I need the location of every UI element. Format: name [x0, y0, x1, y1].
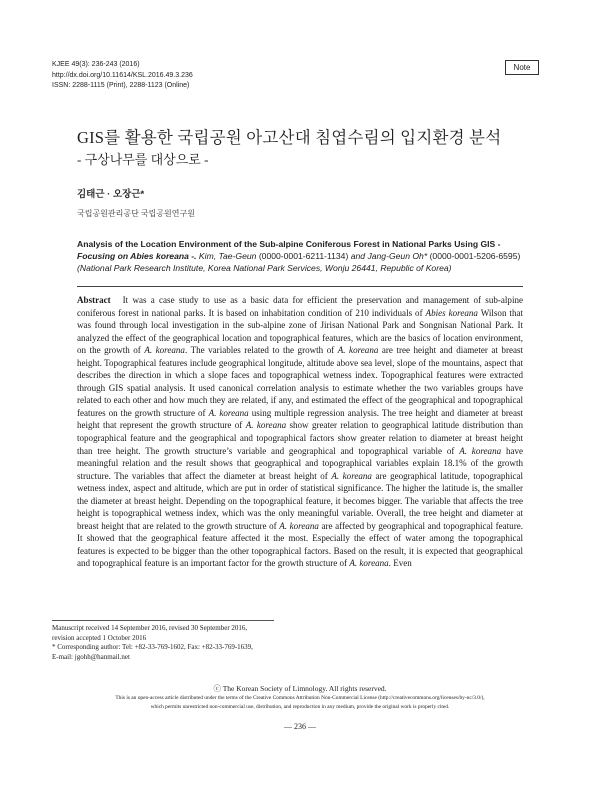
copyright-notice: ⓒ The Korean Society of Limnology. All rights reserved. — [213, 684, 387, 693]
abstract-text: are geographical latitude, topographical wetness index, aspect and altitude, which are put in order of statistical significance. The higher the latitude is, the smaller the diameter at breast height. Depending on the topographical feature, it becomes bigger. The variable that affects the tree height is topographical wetness index, which was the only meaningful variable. Overall, the tree height and diameter at breast height that are related to the growth structure of — [77, 470, 524, 531]
license-notice — [0, 694, 600, 711]
species-name: A. koreana — [459, 445, 502, 456]
author-en-and: and — [348, 251, 368, 262]
abstract-text: are affected by geographical and topographical feature. It showed that the geographical feature affected it the most. Especially the effect of water among the topographical features is expected to be bigger than the other topographical factors. Based on the result, it is expected that geographical and topographical feature is an important factor for the growth structure of — [77, 520, 523, 569]
species-name: A. koreana — [208, 407, 249, 418]
footnotes — [52, 624, 253, 662]
journal-info — [52, 60, 193, 92]
author-en-a: Kim, Tae-Geun — [196, 251, 259, 262]
species-name: A. koreana — [331, 470, 372, 481]
abstract-text: are tree height and diameter at breast height. Topographical features include geographical longitude, altitude above sea level, slope of the mountains, aspect that describes the direction in which a slope faces and topographical wetness index. Topographical features were extracted through GIS spatial analysis. It used canonical correlation analysis to estimate whether the two variables groups have related to each other and how much they are related, if any, and estimated the effect of the geographical and topographical features on the growth structure of — [77, 345, 524, 418]
abstract — [77, 294, 523, 570]
abstract-text: show greater relation to geographical latitude distribution than topographical feature and the geographical and topographical factors show greater relation to diameter at breast height than tree height. The growth structure’s variable and geographical and topographical variable of — [77, 420, 523, 456]
species-name: A. koreana — [337, 345, 379, 356]
footnote-divider — [52, 620, 274, 621]
species-name: Abies koreana — [425, 307, 478, 318]
journal-citation: KJEE 49(3): 236-243 (2016) — [52, 61, 140, 68]
affiliation-korean: 국립공원관리공단 국립공원연구원 — [77, 209, 195, 218]
species-name: A. koreana — [279, 520, 319, 531]
authors-korean: 김태근 · 오장근* — [77, 189, 145, 200]
species-name: A. koreana — [144, 345, 185, 356]
species-name: A. koreana — [349, 558, 389, 569]
abstract-text: . Even — [388, 558, 412, 569]
abstract-label: Abstract — [77, 295, 111, 305]
orcid-b: (0000-0001-5206-6595) — [429, 251, 521, 262]
article-type-badge: Note — [505, 60, 539, 75]
license-line-1: This is an open-access article distributed under the terms of the Creative Commons Attribution Non-Commercial License (http://creativecommons.org/licenses/by-nc/3.0/), — [115, 695, 485, 701]
abstract-text: Wilson that was found through local investigation in the sub-alpine zone of Jirisan National Park and Songnisan National Park. It analyzed the effect of the geographical location and topographical features, which are the basics of location environment, on the growth of — [77, 307, 523, 356]
author-en-b: Jang-Geun Oh* — [367, 251, 430, 262]
footnote-email[interactable]: E-mail: jgohh@hanmail.net — [52, 652, 130, 661]
abstract-text: . The variables related to the growth of — [184, 345, 338, 356]
species-name: A. koreana — [245, 420, 287, 431]
journal-doi-link[interactable]: http://dx.doi.org/10.11614/KSL.2016.49.3.236 — [52, 71, 193, 79]
footnote-accepted: revision accepted 1 October 2016 — [52, 633, 147, 642]
title-korean: GIS를 활용한 국립공원 아고산대 침엽수림의 입지환경 분석 — [77, 128, 502, 147]
abstract-text: have meaningful relation and the result shows that geographical and topographical variables explain 18.1% of the growth structure. The variables that affect the diameter at breast height of — [77, 445, 524, 481]
page-number: — 236 — — [284, 722, 316, 731]
journal-issn: ISSN: 2288-1115 (Print), 2288-1123 (Online) — [52, 82, 190, 89]
footnote-corresponding: * Corresponding author: Tel: +82-33-769-1602, Fax: +82-33-769-1639, — [52, 643, 253, 651]
abstract-text: It was a case study to use as a basic data for efficient the preservation and management of sub-alpine coniferous forest in national parks. It is based on inhabitation condition of 210 individuals of — [77, 295, 523, 318]
title-english-focus: Focusing on Abies koreana -. — [77, 251, 197, 262]
orcid-a: (0000-0001-6211-1134) — [258, 251, 349, 262]
abstract-text: using multiple regression analysis. The tree height and diameter at breast height that represent the growth structure of — [77, 407, 523, 431]
title-english-block — [77, 238, 523, 275]
license-line-2: which permits unrestricted non-commercial use, distribution, and reproduction in any medium, provide the original work is properly cited. — [150, 703, 450, 710]
footnote-received: Manuscript received 14 September 2016, revised 30 September 2016, — [52, 624, 248, 632]
subtitle-korean: - 구상나무를 대상으로 - — [77, 152, 209, 167]
divider-top — [77, 286, 523, 287]
affiliation-english: (National Park Research Institute, Korea National Park Services, Wonju 26441, Republic of Korea) — [77, 263, 452, 274]
title-english: Analysis of the Location Environment of the Sub-alpine Coniferous Forest in National Parks Using GIS - — [77, 239, 501, 249]
